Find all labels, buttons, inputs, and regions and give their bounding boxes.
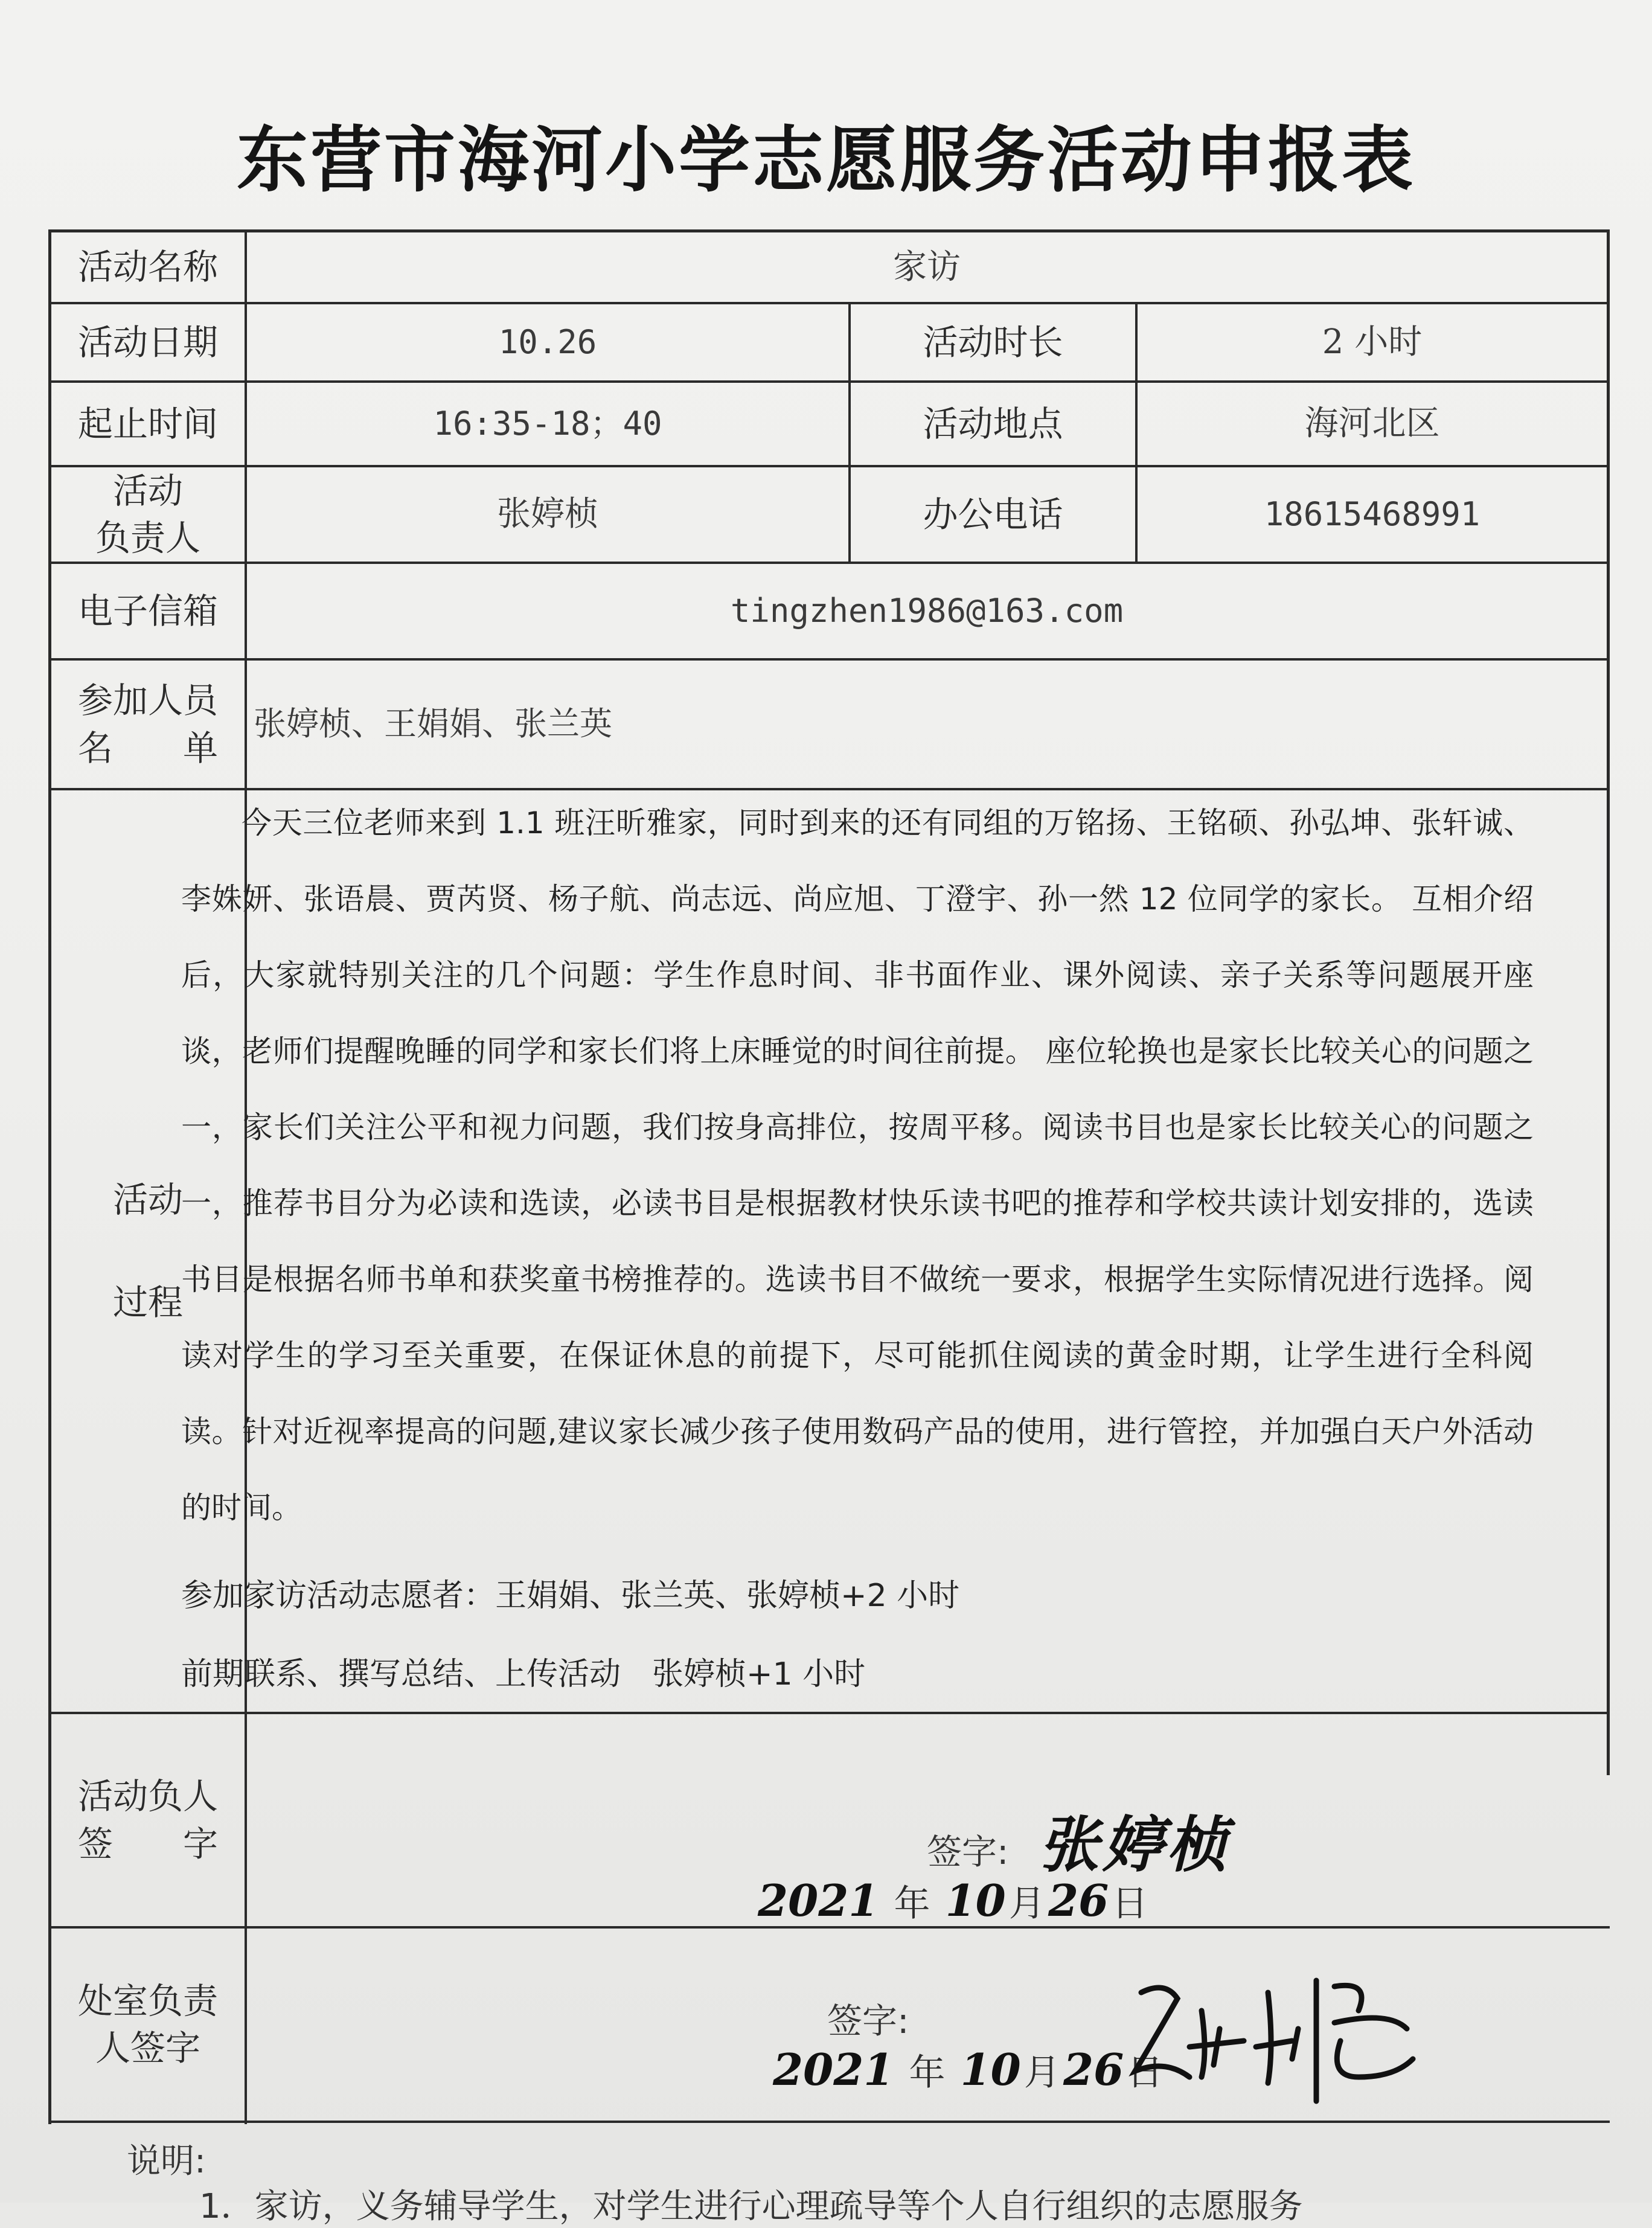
row-divider (48, 1712, 1610, 1714)
office-sign-label (51, 1929, 245, 2121)
office-handwritten-signature (1117, 1956, 1431, 2113)
phone-value: 18615468991 (1264, 495, 1481, 533)
leader-sign-label (51, 1714, 245, 1926)
office-date-month: 10 (960, 2044, 1021, 2095)
leader-label (51, 467, 245, 562)
participants-value: 张婷桢、王娟娟、张兰英 (254, 705, 612, 743)
time-range-label: 起止时间 (77, 403, 218, 444)
leader-date-year: 2021 (758, 1875, 879, 1926)
leader-sign-label-line2: 签 字 (77, 1823, 218, 1865)
leader-sign-date (758, 1875, 1148, 1927)
notes-line-1: 1．家访，义务辅导学生，对学生进行心理疏导等个人自行组织的志愿服务 (199, 2187, 1303, 2226)
leader-value: 张婷桢 (497, 495, 598, 534)
phone-label: 办公电话 (923, 493, 1063, 535)
participants-label-line2: 名 单 (77, 727, 218, 769)
office-sign-label-line2: 人签字 (95, 2028, 200, 2069)
leader-date-day-unit: 日 (1112, 1883, 1148, 1925)
office-date-month-unit: 月 (1023, 2052, 1060, 2094)
activity-date-label: 活动日期 (77, 321, 218, 363)
office-sign-date (773, 2044, 1163, 2096)
leader-date-month: 10 (945, 1875, 1006, 1926)
activity-name-label: 活动名称 (77, 246, 218, 288)
office-date-year-unit: 年 (909, 2052, 946, 2094)
leader-date-month-unit: 月 (1008, 1883, 1045, 1925)
participants-label-line1: 参加人员 (77, 680, 218, 722)
process-label-line1: 活动 (112, 1179, 183, 1220)
leader-label-line2: 负责人 (95, 517, 200, 559)
time-range-value: 16:35-18；40 (433, 404, 662, 443)
table-border-right (1607, 229, 1610, 1775)
leader-label-line1: 活动 (112, 470, 183, 511)
location-value: 海河北区 (1304, 404, 1440, 444)
leader-date-year-unit: 年 (894, 1883, 930, 1925)
office-date-day: 26 (1063, 2044, 1124, 2095)
duration-value: 2 小时 (1322, 322, 1423, 362)
process-label-line2: 过程 (112, 1282, 183, 1323)
leader-sign-word: 签字: (927, 1831, 1009, 1872)
duration-label: 活动时长 (923, 321, 1063, 363)
activity-date-value: 10.26 (498, 322, 597, 361)
email-label: 电子信箱 (77, 590, 218, 632)
office-sign-label-line1: 处室负责 (77, 1980, 218, 2022)
leader-sign-label-line1: 活动负人 (77, 1776, 218, 1817)
row-divider (48, 2121, 1610, 2123)
notes-label: 说明: (127, 2142, 206, 2181)
location-label: 活动地点 (923, 403, 1063, 444)
office-date-year: 2021 (773, 2044, 894, 2095)
leader-handwritten-signature: 张婷桢 (1039, 1809, 1231, 1880)
volunteers-hours-line: 参加家访活动志愿者：王娟娟、张兰英、张婷桢+2 小时 (181, 1578, 960, 1614)
email-value: tingzhen1986@163.com (730, 591, 1124, 630)
process-description (181, 785, 1534, 1546)
participants-label (51, 661, 245, 788)
leader-date-day: 26 (1048, 1875, 1109, 1926)
process-paragraph: 今天三位老师来到 1.1 班汪昕雅家，同时到来的还有同组的万铭扬、王铭硕、孙弘坤、张轩诚、李姝妍、张语晨、贾芮贤、杨子航、尚志远、尚应旭、丁澄宇、孙一然 12 位同学的家长。 互相介绍后，大家就特别关注的几个问题：学生作息时间、非书面作业、课外阅读、亲子关系等问题展开座谈，老师们提醒晚睡的同学和家长们将上床睡觉的时间往前提。 座位轮换也是家长比较关心的问题之一，家长们关注公平和视力问题，我们按身高排位，按周平移。阅读书目也是家长比较关心的问题之一，推荐书目分为必读和选读，必读书目是根据教材快乐读书吧的推荐和学校共读计划安排的，选读书目是根据名师书单和获奖童书榜推荐的。选读书目不做统一要求，根据学生实际情况进行选择。阅读对学生的学习至关重要，在保证休息的前提下，尽可能抓住阅读的黄金时期，让学生进行全科阅读。针对近视率提高的问题,建议家长减少孩子使用数码产品的使用，进行管控，并加强白天户外活动的时间。 (181, 805, 1534, 1525)
activity-name-value: 家访 (893, 247, 961, 287)
office-date-day-unit: 日 (1127, 2052, 1164, 2094)
office-sign-word: 签字: (827, 2000, 909, 2041)
document-title: 东营市海河小学志愿服务活动申报表 (236, 118, 1415, 202)
prep-work-line: 前期联系、撰写总结、上传活动 张婷桢+1 小时 (181, 1656, 866, 1692)
